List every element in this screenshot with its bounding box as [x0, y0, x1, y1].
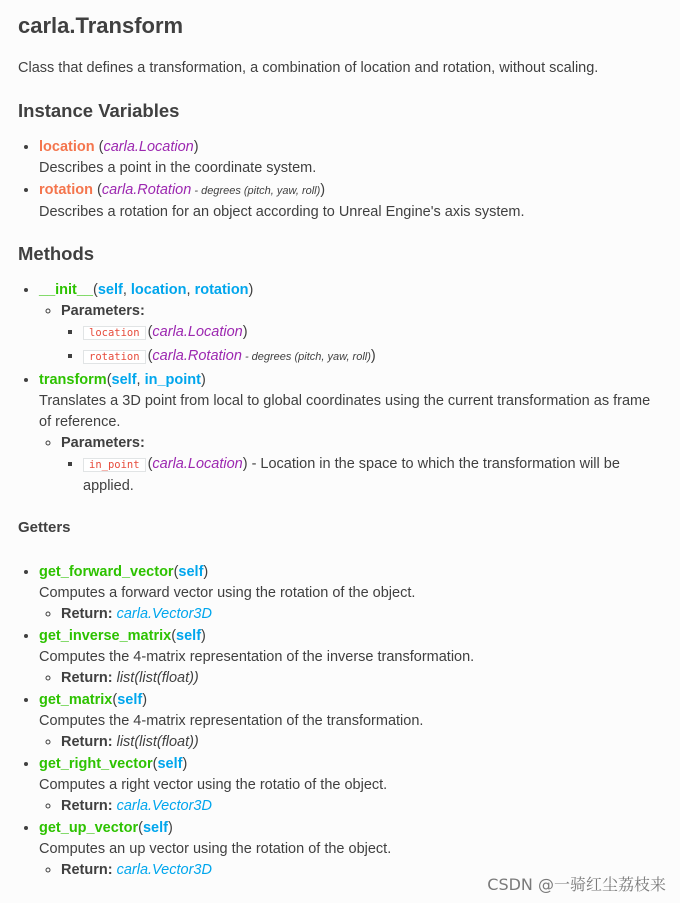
return-type: list(list(float)): [116, 734, 199, 750]
return-type-link[interactable]: carla.Vector3D: [116, 862, 212, 878]
method-init-arg[interactable]: rotation: [194, 282, 249, 298]
list-item: • get_up_vector(self) Computes an up vector using the rotation of the object. ◦ Return: carla.Vector3D: [39, 818, 662, 881]
return-label: Return:: [61, 606, 113, 622]
parameters-label: Parameters:: [61, 303, 145, 319]
getter-name[interactable]: get_inverse_matrix: [39, 628, 172, 644]
return-label: Return:: [61, 670, 113, 686]
parameters-label: Parameters:: [61, 435, 145, 451]
list-item: • rotation (carla.Rotation - degrees (pitch, yaw, roll)) Describes a rotation for an object according to Unreal Engine's axis system.: [39, 180, 662, 223]
list-item: • get_right_vector(self) Computes a right vector using the rotatio of the object. ◦ Return: carla.Vector3D: [39, 754, 662, 817]
getter-name[interactable]: get_forward_vector: [39, 564, 174, 580]
getter-arg[interactable]: self: [157, 756, 183, 772]
getter-name[interactable]: get_right_vector: [39, 756, 153, 772]
list-item: ▪ in_point (carla.Location) - Location in the space to which the transformation will be applied.: [83, 454, 662, 497]
getter-desc: Computes the 4-matrix representation of the inverse transformation.: [39, 649, 475, 665]
list-item: [61, 732, 662, 753]
getter-desc: Computes a forward vector using the rotation of the object.: [39, 585, 416, 601]
var-rotation-note: - degrees (pitch, yaw, roll): [191, 185, 321, 197]
list-item: [61, 796, 662, 817]
watermark: CSDN @一骑红尘荔枝来: [487, 875, 666, 894]
return-type-link[interactable]: carla.Vector3D: [116, 798, 212, 814]
var-location-name[interactable]: location: [39, 139, 95, 155]
return-label: Return:: [61, 862, 113, 878]
method-init-name[interactable]: __init__: [39, 282, 93, 298]
method-init-arg[interactable]: location: [130, 282, 187, 298]
param-code: in_point: [83, 458, 146, 472]
getter-name[interactable]: get_up_vector: [39, 820, 139, 836]
getter-desc: Computes the 4-matrix representation of the transformation.: [39, 713, 424, 729]
list-item: • get_matrix(self) Computes the 4-matrix representation of the transformation. ◦ Return: list(list(float)): [39, 690, 662, 753]
list-item: [61, 433, 662, 497]
getter-arg[interactable]: self: [176, 628, 202, 644]
var-location-desc: Describes a point in the coordinate system.: [39, 160, 317, 176]
class-intro: Class that defines a transformation, a combination of location and rotation, without scaling.: [18, 60, 599, 76]
method-transform-arg[interactable]: self: [111, 372, 137, 388]
var-rotation-name[interactable]: rotation: [39, 182, 93, 198]
list-item: • get_forward_vector(self) Computes a forward vector using the rotation of the object. ◦ Return: carla.Vector3D: [39, 562, 662, 625]
methods-list: [18, 280, 662, 497]
return-type: list(list(float)): [116, 670, 199, 686]
instance-variables-heading: Instance Variables: [18, 100, 180, 121]
list-item: • transform(self, in_point) Translates a 3D point from local to global coordinates using the current transformation as frame of reference. ◦ Parameters: ▪ in_point (carla.Location) - Location in the space to which the transformation will be applied.: [39, 370, 662, 497]
getter-desc: Computes an up vector using the rotation of the object.: [39, 841, 392, 857]
list-item: • location (carla.Location) Describes a point in the coordinate system.: [39, 137, 662, 179]
getters-heading: Getters: [18, 519, 71, 536]
getter-arg[interactable]: self: [178, 564, 204, 580]
param-type-link[interactable]: carla.Rotation: [152, 348, 242, 364]
instance-variables-list: [18, 137, 662, 223]
return-type-link[interactable]: carla.Vector3D: [116, 606, 212, 622]
var-rotation-desc: Describes a rotation for an object according to Unreal Engine's axis system.: [39, 204, 525, 220]
param-code: rotation: [83, 350, 146, 364]
return-label: Return:: [61, 798, 113, 814]
list-item: [61, 668, 662, 689]
method-transform-arg[interactable]: in_point: [144, 372, 201, 388]
param-type-link[interactable]: carla.Location: [152, 324, 243, 340]
list-item: • get_inverse_matrix(self) Computes the 4-matrix representation of the inverse transformation. ◦ Return: list(list(float)): [39, 626, 662, 689]
getter-name[interactable]: get_matrix: [39, 692, 113, 708]
param-type-link[interactable]: carla.Location: [152, 456, 243, 472]
list-item: [61, 604, 662, 625]
page-title: carla.Transform: [18, 13, 184, 38]
list-item: ▪ location (carla.Location): [83, 322, 662, 344]
getter-desc: Computes a right vector using the rotatio of the object.: [39, 777, 388, 793]
list-item: ▪ rotation (carla.Rotation - degrees (pitch, yaw, roll)): [83, 346, 662, 368]
getters-list: [18, 562, 662, 881]
method-init-arg[interactable]: self: [97, 282, 123, 298]
method-transform-name[interactable]: transform: [39, 372, 107, 388]
methods-heading: Methods: [18, 243, 95, 264]
var-rotation-type-link[interactable]: carla.Rotation: [101, 182, 192, 198]
param-note: - degrees (pitch, yaw, roll): [241, 351, 371, 363]
getter-arg[interactable]: self: [117, 692, 143, 708]
getter-arg[interactable]: self: [142, 820, 168, 836]
param-desc: - Location in the space to which the transformation will be applied.: [83, 456, 620, 494]
list-item: [61, 301, 662, 368]
return-label: Return:: [61, 734, 113, 750]
param-code: location: [83, 326, 146, 340]
list-item: • __init__(self, location, rotation) ◦ Parameters: ▪ location (carla.Location) ▪ rotation (carla.Rotation - degrees (pitch, yaw, roll)): [39, 280, 662, 368]
var-location-type-link[interactable]: carla.Location: [103, 139, 194, 155]
method-transform-desc: Translates a 3D point from local to global coordinates using the current transformation as frame of reference.: [39, 393, 651, 430]
